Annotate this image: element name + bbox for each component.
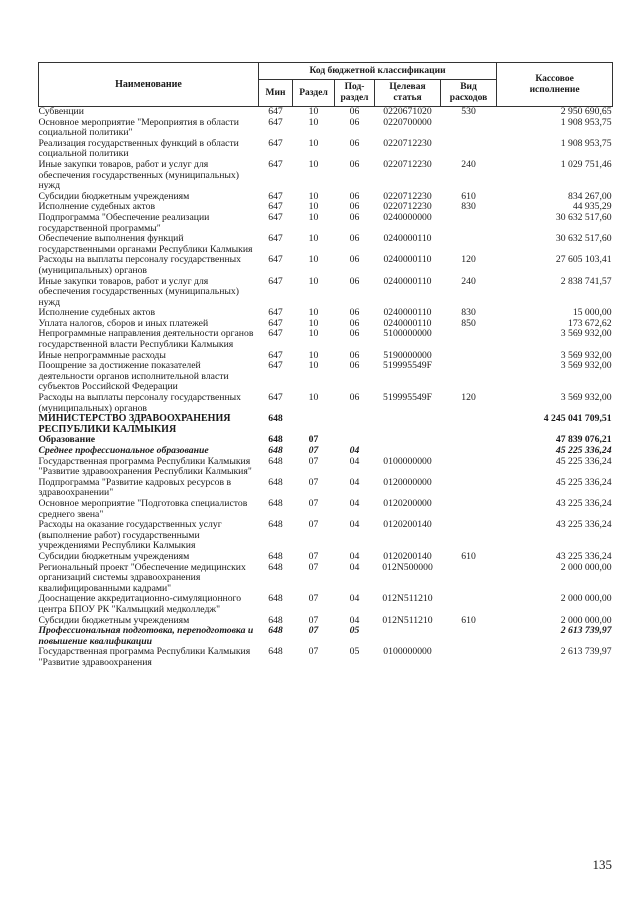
cell-name: Среднее профессиональное образование (38, 445, 209, 456)
cell-celevaya: 0240000110 (383, 317, 432, 329)
cell-celevaya: 519995549F (383, 392, 432, 404)
cell-name: Иные непрограммные расходы (38, 349, 166, 361)
cell-vid (441, 435, 497, 446)
cell-name: Государственная программа Республики Калмыкия "Развитие здравоохранения (38, 646, 251, 668)
cell-podrazdel: 06 (349, 307, 360, 319)
cell-name: Подпрограмма "Обеспечение реализации государственной программы" (38, 211, 210, 234)
cell-min: 647 (268, 254, 283, 266)
cell-min: 647 (268, 360, 283, 372)
cell-vid (441, 446, 497, 457)
header-name: Наименование (39, 63, 259, 107)
cell-razdel: 10 (308, 349, 319, 361)
cell-podrazdel: 04 (349, 476, 360, 488)
cell-min: 647 (268, 158, 283, 170)
cell-name: Поощрение за достижение показателей деятельности органов исполнительной власти субъектов Российской Федерации (38, 360, 229, 393)
table-row (39, 329, 613, 350)
table-row (39, 647, 613, 668)
cell-celevaya: 0120200000 (383, 497, 432, 509)
cell-razdel: 07 (308, 519, 319, 531)
cell-razdel: 07 (308, 445, 319, 456)
cell-celevaya: 519995549F (383, 360, 432, 372)
cell-celevaya: 012N511210 (382, 614, 433, 626)
cell-razdel: 10 (308, 360, 319, 372)
cell-min: 647 (268, 275, 283, 287)
cell-ispolnenie: 3 569 932,00 (560, 349, 612, 361)
cell-vid: 240 (461, 158, 476, 170)
cell-razdel: 07 (308, 593, 319, 605)
table-row (39, 107, 613, 118)
cell-name: Непрограммные направления деятельности органов государственной власти Республики Калмыкия (38, 328, 254, 351)
cell-ispolnenie: 30 632 517,60 (555, 233, 612, 245)
cell-min: 647 (268, 328, 283, 340)
cell-podrazdel: 06 (349, 158, 360, 170)
cell-celevaya: 0220712230 (383, 201, 432, 213)
cell-celevaya: 0120200140 (383, 519, 432, 531)
cell-razdel: 10 (308, 392, 319, 404)
cell-min: 648 (268, 455, 283, 467)
table-row (39, 361, 613, 393)
cell-podrazdel: 06 (349, 392, 360, 404)
cell-min: 648 (268, 625, 283, 637)
cell-celevaya: 0100000000 (383, 455, 432, 467)
cell-min: 647 (268, 211, 283, 223)
cell-min: 647 (268, 392, 283, 404)
cell-vid: 850 (461, 317, 476, 329)
cell-celevaya: 0120200140 (383, 550, 432, 562)
cell-ispolnenie: 3 569 932,00 (560, 360, 612, 372)
cell-ispolnenie: 2 613 739,97 (560, 646, 612, 658)
cell-celevaya: 0120000000 (383, 476, 432, 488)
cell-vid: 610 (461, 614, 476, 626)
cell-razdel: 10 (308, 158, 319, 170)
table-header (39, 63, 613, 107)
cell-min: 648 (268, 593, 283, 605)
cell-celevaya: 012N511210 (382, 593, 433, 605)
cell-podrazdel: 04 (349, 614, 360, 626)
cell-name: Иные закупки товаров, работ и услуг для обеспечения государственных (муниципальных) нужд (38, 158, 239, 192)
cell-vid (441, 626, 497, 647)
cell-vid (441, 647, 497, 668)
header-ispolnenie: Кассовое исполнение (497, 63, 613, 107)
cell-razdel (293, 414, 335, 435)
cell-ispolnenie: 2 000 000,00 (560, 561, 612, 573)
cell-min: 647 (268, 116, 283, 128)
cell-vid (441, 414, 497, 435)
table-row (39, 213, 613, 234)
cell-name: Подпрограмма "Развитие кадровых ресурсов в здравоохранении" (38, 476, 232, 499)
cell-podrazdel: 06 (349, 116, 360, 128)
cell-razdel: 07 (308, 614, 319, 626)
cell-celevaya (375, 446, 441, 457)
cell-vid: 120 (461, 254, 476, 266)
cell-celevaya: 0220712230 (383, 158, 432, 170)
cell-vid (441, 118, 497, 139)
table-row (39, 414, 613, 435)
cell-podrazdel: 06 (349, 360, 360, 372)
budget-document (38, 62, 612, 668)
cell-vid (441, 520, 497, 552)
cell-vid: 610 (461, 550, 476, 562)
table-row (39, 626, 613, 647)
cell-min: 647 (268, 190, 283, 202)
cell-vid (441, 213, 497, 234)
cell-razdel: 10 (308, 201, 319, 213)
cell-podrazdel: 04 (349, 550, 360, 562)
cell-min: 648 (268, 476, 283, 488)
cell-vid: 830 (461, 201, 476, 213)
cell-podrazdel: 06 (349, 275, 360, 287)
cell-name: МИНИСТЕРСТВО ЗДРАВООХРАНЕНИЯ РЕСПУБЛИКИ КАЛМЫКИЯ (38, 413, 231, 435)
cell-razdel: 10 (308, 211, 319, 223)
cell-min: 647 (268, 201, 283, 213)
cell-razdel: 10 (308, 328, 319, 340)
cell-ispolnenie: 45 225 336,24 (555, 445, 612, 456)
cell-min: 647 (268, 106, 283, 117)
cell-name: Субсидии бюджетным учреждениям (38, 550, 190, 562)
cell-min: 648 (268, 614, 283, 626)
cell-podrazdel: 04 (349, 455, 360, 467)
budget-table (38, 62, 613, 668)
cell-celevaya (375, 435, 441, 446)
cell-podrazdel: 04 (349, 561, 360, 573)
cell-celevaya (375, 626, 441, 647)
cell-min: 648 (268, 550, 283, 562)
cell-celevaya: 012N500000 (382, 561, 433, 573)
cell-celevaya: 5100000000 (383, 328, 432, 340)
page-number: 135 (592, 857, 612, 872)
cell-ispolnenie: 1 908 953,75 (560, 137, 612, 149)
cell-name: Расходы на оказание государственных услуг (выполнение работ) государственными учреждениями Республики Калмыкия (38, 519, 222, 552)
cell-min: 648 (268, 561, 283, 573)
cell-min: 648 (268, 445, 283, 456)
table-row (39, 499, 613, 520)
cell-min: 648 (268, 646, 283, 658)
cell-podrazdel: 06 (349, 328, 360, 340)
table-row (39, 552, 613, 563)
cell-vid (441, 234, 497, 255)
table-row (39, 118, 613, 139)
table-row (39, 277, 613, 309)
cell-razdel: 07 (308, 550, 319, 562)
table-row (39, 234, 613, 255)
cell-ispolnenie: 2 838 741,57 (560, 275, 612, 287)
cell-name: Образование (38, 434, 96, 446)
cell-razdel: 07 (308, 434, 319, 446)
cell-celevaya: 0240000000 (383, 211, 432, 223)
cell-celevaya: 0240000110 (383, 275, 432, 287)
cell-ispolnenie: 834 267,00 (567, 190, 612, 202)
cell-ispolnenie: 1 029 751,46 (560, 158, 612, 170)
table-row (39, 139, 613, 160)
header-celevaya: Целевая статья (375, 80, 441, 107)
table-row (39, 393, 613, 414)
cell-ispolnenie: 27 605 103,41 (555, 254, 612, 266)
cell-ispolnenie: 2 000 000,00 (560, 614, 612, 626)
cell-celevaya: 0220712230 (383, 137, 432, 149)
cell-min: 647 (268, 317, 283, 329)
cell-ispolnenie: 2 613 739,97 (560, 625, 612, 637)
table-body (39, 107, 613, 669)
table-row (39, 520, 613, 552)
cell-ispolnenie: 45 225 336,24 (555, 455, 612, 467)
header-razdel: Раздел (293, 80, 335, 107)
cell-celevaya: 0220700000 (383, 116, 432, 128)
cell-podrazdel: 04 (349, 445, 360, 456)
cell-ispolnenie: 1 908 953,75 (560, 116, 612, 128)
cell-ispolnenie: 173 672,62 (567, 317, 612, 329)
cell-podrazdel: 05 (349, 646, 360, 658)
cell-ispolnenie: 2 000 000,00 (560, 593, 612, 605)
table-row (39, 255, 613, 276)
table-row (39, 478, 613, 499)
cell-celevaya: 0220712230 (383, 190, 432, 202)
cell-vid: 240 (461, 275, 476, 287)
cell-razdel: 10 (308, 275, 319, 287)
cell-vid (441, 139, 497, 160)
cell-min: 648 (268, 519, 283, 531)
cell-ispolnenie: 47 839 076,21 (555, 434, 612, 446)
cell-razdel: 07 (308, 646, 319, 658)
cell-celevaya (375, 414, 441, 435)
cell-ispolnenie: 43 225 336,24 (555, 550, 612, 562)
cell-name: Региональный проект "Обеспечение медицинских организаций системы здравоохранения квалифицированными кадрами" (38, 561, 246, 594)
cell-razdel: 07 (308, 476, 319, 488)
cell-celevaya: 5190000000 (383, 349, 432, 361)
cell-podrazdel: 06 (349, 317, 360, 329)
cell-name: Реализация государственных функций в области социальной политики (38, 137, 239, 160)
cell-razdel: 10 (308, 233, 319, 245)
cell-vid (441, 457, 497, 478)
cell-name: Профессиональная подготовка, переподготовка и повышение квалификации (38, 625, 254, 647)
cell-razdel: 07 (308, 455, 319, 467)
cell-razdel: 07 (308, 625, 319, 637)
cell-celevaya: 0240000110 (383, 254, 432, 266)
cell-name: Субсидии бюджетным учреждениям (38, 190, 190, 202)
cell-min: 647 (268, 233, 283, 245)
cell-name: Расходы на выплаты персоналу государственных (муниципальных) органов (38, 254, 241, 276)
cell-name: Субвенции (38, 106, 84, 117)
cell-podrazdel: 06 (349, 201, 360, 213)
cell-podrazdel: 06 (349, 106, 360, 117)
cell-min: 647 (268, 349, 283, 361)
cell-razdel: 10 (308, 116, 319, 128)
table-row (39, 563, 613, 595)
cell-celevaya: 0240000110 (383, 307, 432, 319)
cell-name: Уплата налогов, сборов и иных платежей (38, 317, 209, 329)
cell-celevaya: 0240000110 (383, 233, 432, 245)
cell-ispolnenie: 45 225 336,24 (555, 476, 612, 488)
cell-name: Основное мероприятие "Подготовка специалистов среднего звена" (38, 497, 248, 520)
cell-razdel: 10 (308, 307, 319, 319)
cell-name: Иные закупки товаров, работ и услуг для обеспечения государственных (муниципальных) нужд (38, 275, 239, 308)
cell-ispolnenie: 2 950 690,65 (560, 106, 612, 117)
cell-vid (441, 361, 497, 393)
header-code-group: Код бюджетной классификации (259, 63, 497, 80)
cell-podrazdel: 04 (349, 593, 360, 605)
cell-vid (441, 351, 497, 362)
cell-celevaya: 0100000000 (383, 646, 432, 658)
cell-razdel: 10 (308, 190, 319, 202)
table-row (39, 594, 613, 615)
cell-name: Дооснащение аккредитационно-симуляционного центра БПОУ РК "Калмыцкий медколледж" (38, 593, 242, 615)
cell-ispolnenie: 43 225 336,24 (555, 519, 612, 531)
cell-name: Обеспечение выполнения функций государственными органами Республики Калмыкия (38, 233, 253, 255)
cell-vid: 830 (461, 307, 476, 319)
cell-podrazdel: 04 (349, 497, 360, 509)
cell-razdel: 10 (308, 137, 319, 149)
cell-podrazdel: 06 (349, 190, 360, 202)
table-row (39, 160, 613, 192)
cell-vid (441, 563, 497, 595)
cell-vid (441, 499, 497, 520)
cell-name: Основное мероприятие "Мероприятия в области социальной политики" (38, 116, 239, 139)
cell-vid (441, 478, 497, 499)
cell-razdel: 10 (308, 106, 319, 117)
cell-min: 648 (268, 497, 283, 509)
cell-podrazdel: 06 (349, 233, 360, 245)
cell-razdel: 10 (308, 317, 319, 329)
cell-razdel: 10 (308, 254, 319, 266)
cell-min: 648 (268, 413, 283, 425)
table-row (39, 457, 613, 478)
cell-name: Исполнение судебных актов (38, 307, 156, 319)
header-podrazdel: Под- раздел (335, 80, 375, 107)
cell-podrazdel: 06 (349, 211, 360, 223)
cell-vid (441, 329, 497, 350)
cell-vid: 610 (461, 190, 476, 202)
cell-podrazdel: 06 (349, 254, 360, 266)
header-min: Мин (259, 80, 293, 107)
cell-name: Расходы на выплаты персоналу государственных (муниципальных) органов (38, 392, 241, 414)
cell-min: 647 (268, 307, 283, 319)
cell-ispolnenie: 44 935,29 (572, 201, 612, 213)
cell-celevaya: 0220671020 (383, 106, 432, 117)
cell-ispolnenie: 30 632 517,60 (555, 211, 612, 223)
cell-podrazdel (335, 414, 375, 435)
cell-name: Субсидии бюджетным учреждениям (38, 614, 190, 626)
cell-ispolnenie: 3 569 932,00 (560, 392, 612, 404)
cell-ispolnenie: 15 000,00 (572, 307, 612, 319)
cell-podrazdel: 06 (349, 349, 360, 361)
cell-podrazdel: 06 (349, 137, 360, 149)
cell-vid (441, 594, 497, 615)
cell-name: Исполнение судебных актов (38, 201, 156, 213)
cell-ispolnenie: 43 225 336,24 (555, 497, 612, 509)
table-row (39, 446, 613, 457)
cell-podrazdel: 04 (349, 519, 360, 531)
cell-podrazdel: 05 (349, 625, 360, 637)
cell-name: Государственная программа Республики Калмыкия "Развитие здравоохранения Республики Калмыкия" (38, 455, 252, 478)
header-vid: Вид расходов (441, 80, 497, 107)
cell-ispolnenie: 3 569 932,00 (560, 328, 612, 340)
cell-vid: 120 (461, 392, 476, 404)
cell-ispolnenie: 4 245 041 709,51 (543, 413, 612, 425)
cell-min: 648 (268, 434, 283, 446)
cell-razdel: 07 (308, 497, 319, 509)
cell-razdel: 07 (308, 561, 319, 573)
cell-vid: 530 (461, 106, 476, 117)
cell-min: 647 (268, 137, 283, 149)
